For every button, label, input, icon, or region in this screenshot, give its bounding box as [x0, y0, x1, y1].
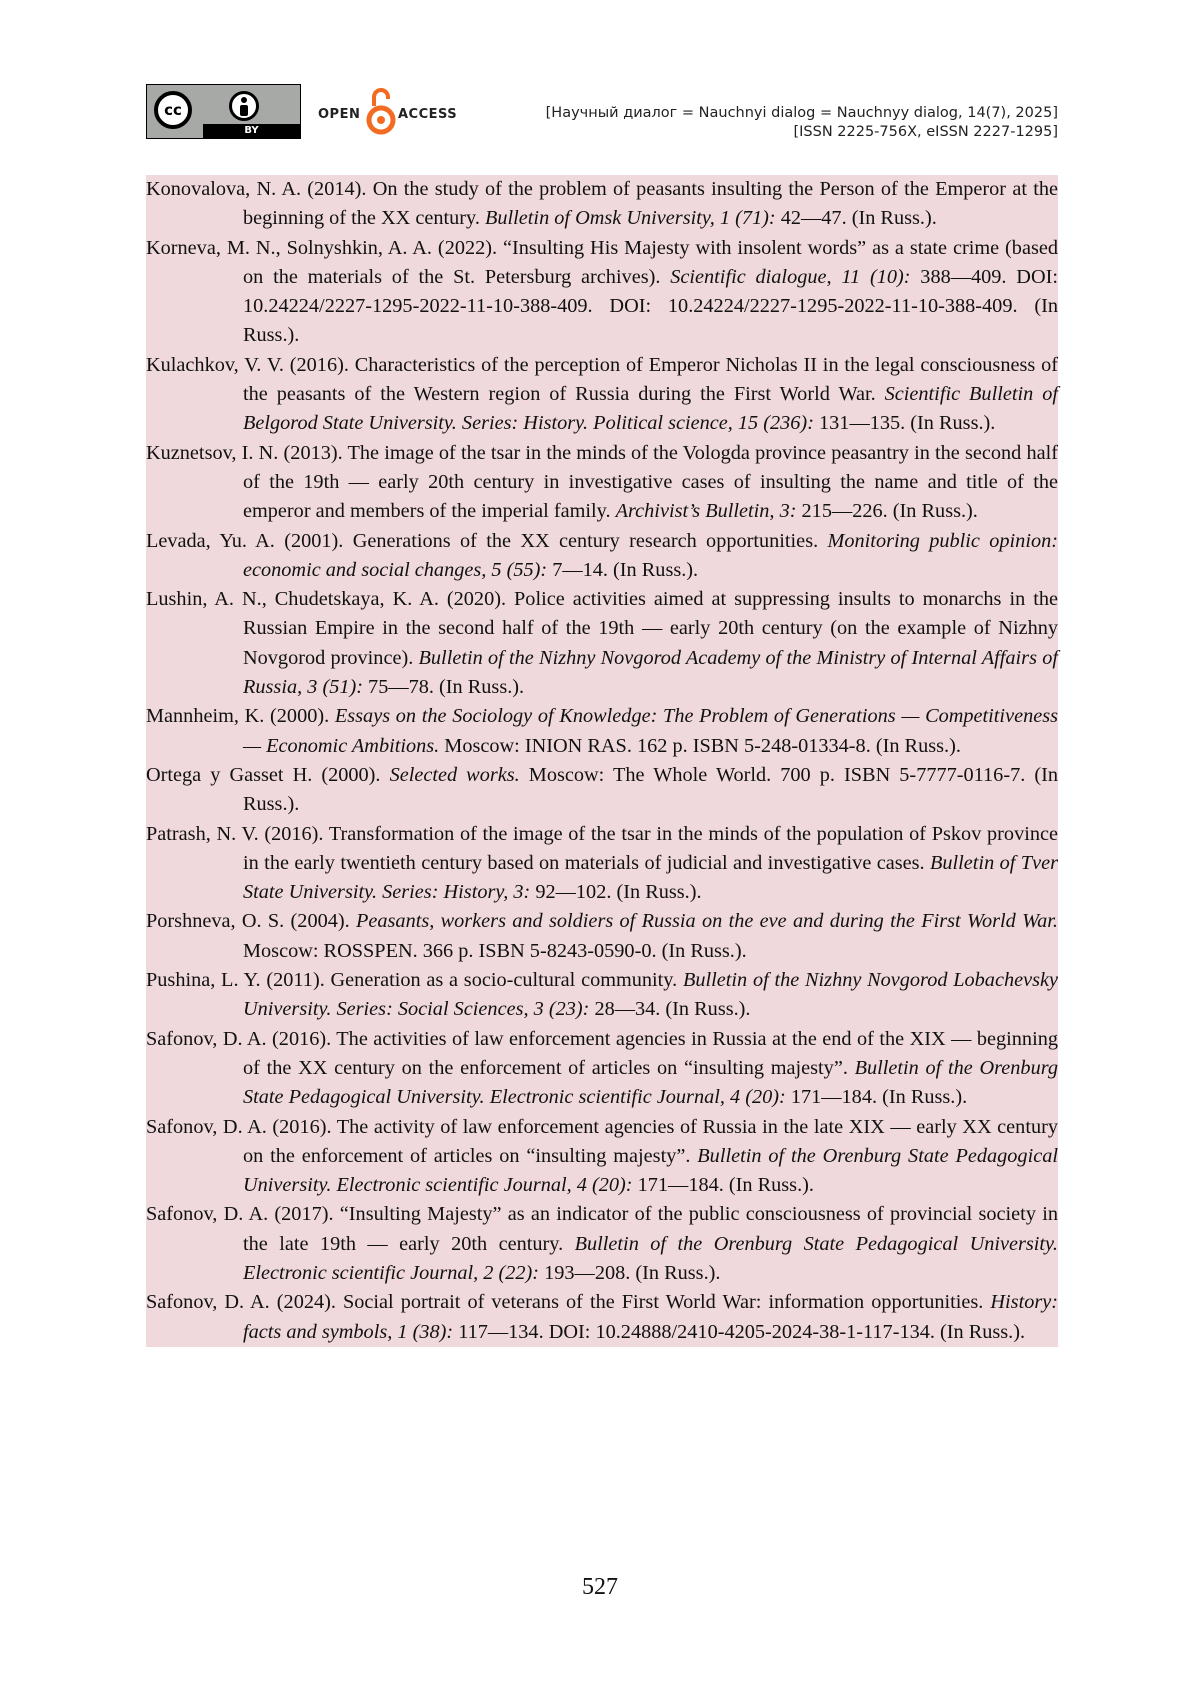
reference-pages: 92—102. (In Russ.). — [530, 881, 702, 904]
reference-source: History: facts and symbols, 1 (38): — [243, 1291, 1058, 1343]
reference-source: Bulletin of the Orenburg State Pedagogical University. Electronic scientific Journal, 4 (20): — [243, 1056, 1058, 1109]
reference-source: Peasants, workers and soldiers of Russia on the eve and during the First World War. — [356, 910, 1058, 933]
reference-pages: Moscow: ROSSPEN. 366 p. ISBN 5-8243-0590-0. (In Russ.). — [243, 939, 747, 962]
reference-pages: 7—14. (In Russ.). — [547, 558, 699, 581]
reference-text: Kuznetsov, I. N. (2013). The image of the tsar in the minds of the Vologda province peasantry in the second half of the 19th — early 20th century in investigative cases of insulting the name and title of the emperor and members of the imperial family. — [146, 441, 1058, 523]
reference-text: Safonov, D. A. (2016). The activity of law enforcement agencies of Russia in the late XIX — early XX century on the enforcement of articles on “insulting majesty”. — [146, 1115, 1058, 1167]
open-access-logo — [318, 84, 468, 139]
reference-text: Porshneva, O. S. (2004). — [146, 910, 356, 933]
reference-entry — [146, 1113, 1058, 1201]
reference-text: Pushina, L. Y. (2011). Generation as a socio-cultural community. — [146, 969, 683, 992]
reference-list — [146, 175, 1058, 1347]
reference-entry — [146, 1200, 1058, 1288]
reference-entry — [146, 966, 1058, 1025]
journal-citation — [546, 104, 1058, 142]
access-label: ACCESS — [398, 107, 458, 122]
reference-source: Archivist’s Bulletin, 3: — [615, 500, 797, 523]
reference-pages: Moscow: INION RAS. 162 p. ISBN 5-248-01334-8. (In Russ.). — [439, 734, 961, 757]
reference-pages: Moscow: The Whole World. 700 p. ISBN 5-7777-0116-7. (In Russ.). — [243, 763, 1058, 816]
cc-icon: cc — [154, 91, 192, 129]
reference-pages: 171—184. (In Russ.). — [632, 1174, 814, 1197]
reference-pages: 75—78. (In Russ.). — [362, 676, 525, 699]
reference-entry — [146, 585, 1058, 702]
reference-entry — [146, 761, 1058, 820]
reference-source: Bulletin of Omsk University, 1 (71): — [485, 207, 776, 230]
reference-entry — [146, 1288, 1058, 1347]
reference-source: Essays on the Sociology of Knowledge: The Problem of Generations — Competitiveness — Economic Ambitions. — [243, 705, 1058, 757]
reference-text: Lushin, A. N., Chudetskaya, K. A. (2020). Police activities aimed at suppressing insults to monarchs in the Russian Empire in the second half of the 19th — early 20th century (on the example of Nizhny Novgorod province). — [146, 588, 1058, 669]
reference-pages: 171—184. (In Russ.). — [785, 1086, 968, 1109]
reference-pages: 28—34. (In Russ.). — [589, 998, 751, 1021]
reference-text: Safonov, D. A. (2017). “Insulting Majesty” as an indicator of the public consciousness of provincial society in the late 19th — early 20th century. — [146, 1203, 1058, 1255]
by-label: BY — [203, 124, 300, 138]
reference-source: Selected works. — [389, 763, 520, 786]
reference-source: Bulletin of the Orenburg State Pedagogical University. Electronic scientific Journal, 4 (20): — [243, 1144, 1058, 1197]
reference-source: Bulletin of the Orenburg State Pedagogical University. Electronic scientific Journal, 2 (22): — [243, 1232, 1058, 1284]
reference-source: Bulletin of Tver State University. Series: History, 3: — [243, 851, 1058, 904]
reference-text: Konovalova, N. A. (2014). On the study of the problem of peasants insulting the Person of the Emperor at the beginning of the XX century. — [146, 178, 1058, 230]
reference-pages: 131—135. (In Russ.). — [813, 412, 996, 435]
reference-pages: 215—226. (In Russ.). — [796, 500, 978, 523]
reference-text: Patrash, N. V. (2016). Transformation of the image of the tsar in the minds of the population of Pskov province in the early twentieth century based on materials of judicial and investigative cases. — [146, 822, 1058, 874]
reference-entry — [146, 351, 1058, 439]
reference-text: Korneva, M. N., Solnyshkin, A. A. (2022). “Insulting His Majesty with insolent words” as a state crime (based on the materials of the St. Petersburg archives). — [146, 236, 1058, 288]
open-access-lock-icon — [366, 84, 396, 139]
reference-source: Scientific dialogue, 11 (10): — [670, 265, 911, 288]
reference-source: Bulletin of the Nizhny Novgorod Academy of the Ministry of Internal Affairs of Russia, 3 (51): — [243, 646, 1058, 699]
reference-entry — [146, 439, 1058, 527]
reference-text: Safonov, D. A. (2024). Social portrait of veterans of the First World War: information opportunities. — [146, 1291, 991, 1314]
reference-entry — [146, 175, 1058, 234]
reference-text: Kulachkov, V. V. (2016). Characteristics of the perception of Emperor Nicholas II in the legal consciousness of the peasants of the Western region of Russia during the First World War. — [146, 353, 1058, 406]
reference-entry — [146, 234, 1058, 351]
reference-text: Safonov, D. A. (2016). The activities of law enforcement agencies in Russia at the end of the XIX — beginning of the XX century on the enforcement of articles on “insulting majesty”. — [146, 1027, 1058, 1079]
reference-entry — [146, 1025, 1058, 1113]
open-label: OPEN — [318, 107, 361, 122]
reference-source: Scientific Bulletin of Belgorod State University. Series: History. Political science, 15 (236): — [243, 383, 1058, 435]
reference-pages: 193—208. (In Russ.). — [539, 1261, 721, 1284]
attribution-icon — [229, 91, 259, 121]
reference-entry — [146, 907, 1058, 966]
page-header — [146, 84, 1058, 142]
cc-by-license-badge[interactable] — [146, 84, 301, 139]
reference-source: Monitoring public opinion: economic and social changes, 5 (55): — [243, 529, 1058, 581]
reference-text: Levada, Yu. A. (2001). Generations of the XX century research opportunities. — [146, 529, 828, 552]
journal-title-line: [Научный диалог = Nauchnyi dialog = Nauchnyy dialog, 14(7), 2025] — [545, 105, 1058, 121]
reference-pages: 42—47. (In Russ.). — [775, 207, 937, 230]
reference-entry — [146, 527, 1058, 586]
reference-entry — [146, 702, 1058, 761]
reference-source: Bulletin of the Nizhny Novgorod Lobachevsky University. Series: Social Sciences, 3 (23): — [243, 969, 1058, 1021]
reference-text: Mannheim, K. (2000). — [146, 705, 335, 728]
reference-pages: 388—409. DOI: 10.24224/2227-1295-2022-11-10-388-409. DOI: 10.24224/2227-1295-2022-11-10-388-409. (In Russ.). — [243, 265, 1058, 347]
reference-entry — [146, 820, 1058, 908]
reference-pages: 117—134. DOI: 10.24888/2410-4205-2024-38-1-117-134. (In Russ.). — [453, 1320, 1026, 1343]
journal-issn-line: [ISSN 2225-756X, eISSN 2227-1295] — [793, 124, 1058, 140]
reference-text: Ortega y Gasset H. (2000). — [146, 763, 390, 786]
page-number: 527 — [582, 1574, 618, 1600]
